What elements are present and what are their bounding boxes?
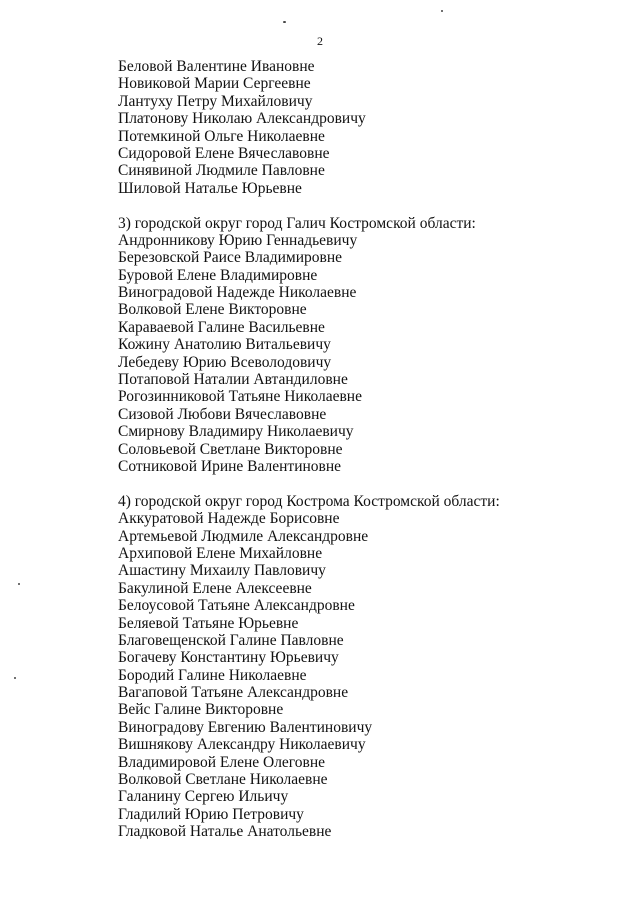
list-item: Виноградову Евгению Валентиновичу: [118, 718, 373, 736]
list-item: Галанину Сергею Ильичу: [118, 788, 289, 806]
list-item: Потаповой Наталии Автандиловне: [118, 371, 348, 389]
list-item: Белоусовой Татьяне Александровне: [118, 597, 355, 615]
list-item: Богачеву Константину Юрьевичу: [118, 649, 339, 667]
list-item: Буровой Елене Владимировне: [118, 266, 318, 284]
list-item: Гладилий Юрию Петровичу: [118, 805, 304, 823]
list-item: Вишнякову Александру Николаевичу: [118, 736, 366, 754]
list-item: Сотниковой Ирине Валентиновне: [118, 457, 342, 475]
list-item: Смирнову Владимиру Николаевичу: [118, 423, 354, 441]
section-galich: [118, 215, 618, 476]
section-spacer: [118, 197, 618, 214]
list-item: Лебедеву Юрию Всеволодовичу: [118, 353, 332, 371]
document-body: [118, 58, 618, 841]
list-item: Вагаповой Татьяне Александровне: [118, 684, 349, 702]
list-item: Благовещенской Галине Павловне: [118, 631, 344, 649]
list-item: Владимировой Елене Олеговне: [118, 753, 326, 771]
list-item: Шиловой Наталье Юрьевне: [118, 179, 302, 197]
list-item: Новиковой Марии Сергеевне: [118, 75, 311, 93]
scan-speck: [441, 10, 443, 12]
page-number: 2: [317, 34, 323, 48]
section-heading: 4) городской округ город Кострома Костромской области:: [118, 492, 500, 510]
list-item: Бородий Галине Николаевне: [118, 666, 307, 684]
section-spacer: [118, 475, 618, 492]
section-kostroma: [118, 493, 618, 841]
list-item: Платонову Николаю Александровичу: [118, 110, 366, 128]
list-item: Аккуратовой Надежде Борисовне: [118, 510, 340, 528]
list-item: Бакулиной Елене Алексеевне: [118, 579, 312, 597]
list-item: Беляевой Татьяне Юрьевне: [118, 614, 299, 632]
section-heading: 3) городской округ город Галич Костромской области:: [118, 214, 476, 232]
list-item: Сизовой Любови Вячеславовне: [118, 405, 327, 423]
list-item: Беловой Валентине Ивановне: [118, 58, 315, 75]
list-item: Волковой Светлане Николаевне: [118, 771, 328, 789]
list-item: Караваевой Галине Васильевне: [118, 318, 325, 336]
names-list-top: [118, 58, 618, 197]
list-item: Березовской Раисе Владимировне: [118, 249, 343, 267]
list-item: Виноградовой Надежде Николаевне: [118, 284, 357, 302]
list-item: Кожину Анатолию Витальевичу: [118, 336, 331, 354]
list-item: Соловьевой Светлане Викторовне: [118, 440, 343, 458]
list-item: Гладковой Наталье Анатольевне: [118, 823, 332, 841]
list-item: Сидоровой Елене Вячеславовне: [118, 144, 330, 162]
list-item: Ашастину Михаилу Павловичу: [118, 562, 326, 580]
list-item: Вейс Галине Викторовне: [118, 701, 284, 719]
list-item: Волковой Елене Викторовне: [118, 301, 307, 319]
list-item: Рогозинниковой Татьяне Николаевне: [118, 388, 362, 406]
list-item: Потемкиной Ольге Николаевне: [118, 127, 325, 145]
scan-speck: [283, 21, 286, 23]
list-item: Лантуху Петру Михайловичу: [118, 92, 313, 110]
list-item: Артемьевой Людмиле Александровне: [118, 527, 369, 545]
scan-speck: [14, 677, 16, 679]
list-item: Синявиной Людмиле Павловне: [118, 162, 325, 180]
list-item: Андронникову Юрию Геннадьевичу: [118, 231, 358, 249]
scan-speck: [18, 583, 20, 585]
list-item: Архиповой Елене Михайловне: [118, 544, 323, 562]
